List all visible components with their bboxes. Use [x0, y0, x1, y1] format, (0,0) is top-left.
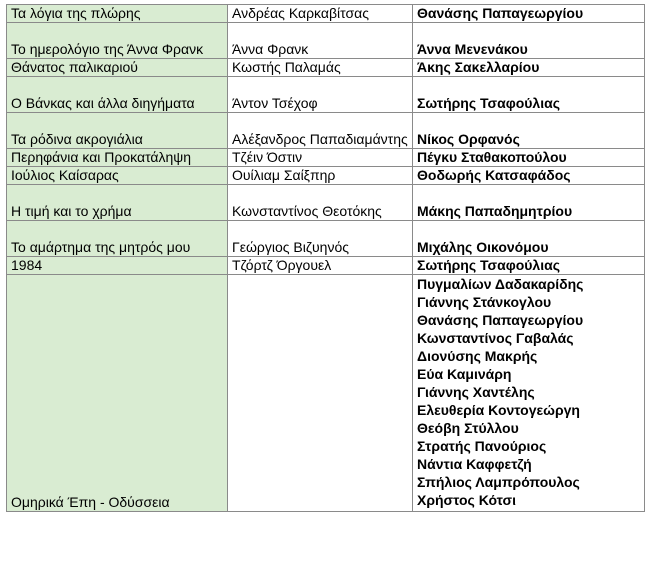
- book-author: Ανδρέας Καρκαβίτσας: [228, 5, 413, 23]
- book-title: Θάνατος παλικαριού: [7, 59, 228, 77]
- reviewer-name: Γιάννης Χαντέλης: [417, 384, 535, 400]
- book-title: Ιούλιος Καίσαρας: [7, 167, 228, 185]
- reviewer-name: Ελευθερία Κοντογεώργη: [417, 402, 580, 418]
- book-title: Το ημερολόγιο της Άννα Φρανκ: [7, 23, 228, 59]
- book-reviewer: Πέγκυ Σταθακοπούλου: [413, 149, 645, 167]
- book-reviewer: Σωτήρης Τσαφούλιας: [413, 257, 645, 275]
- reviewer-name: Θεόβη Στύλλου: [417, 420, 519, 436]
- book-reviewer: Άκης Σακελλαρίου: [413, 59, 645, 77]
- reviewer-name: Σπήλιος Λαμπρόπουλος: [417, 474, 580, 490]
- table-row: [7, 59, 645, 77]
- book-author: Άντον Τσέχοφ: [228, 77, 413, 113]
- book-title: Ο Βάνκας και άλλα διηγήματα: [7, 77, 228, 113]
- book-author: Τζέιν Όστιν: [228, 149, 413, 167]
- table-row: [7, 77, 645, 113]
- book-reviewer: Θοδωρής Κατσαφάδος: [413, 167, 645, 185]
- table-row: [7, 113, 645, 149]
- book-author: Ουίλιαμ Σαίξπηρ: [228, 167, 413, 185]
- book-reviewer: Μάκης Παπαδημητρίου: [413, 185, 645, 221]
- table-row: [7, 5, 645, 23]
- book-title: Τα ρόδινα ακρογιάλια: [7, 113, 228, 149]
- book-title: 1984: [7, 257, 228, 275]
- book-title: Περηφάνια και Προκατάληψη: [7, 149, 228, 167]
- book-title: Η τιμή και το χρήμα: [7, 185, 228, 221]
- reviewer-name: Κωνσταντίνος Γαβαλάς: [417, 330, 574, 346]
- table-row: [7, 221, 645, 257]
- reviewer-name: Στρατής Πανούριος: [417, 438, 547, 454]
- table-row: [7, 185, 645, 221]
- book-reviewer: Θανάσης Παπαγεωργίου: [413, 5, 645, 23]
- table-row-odyssey: [7, 275, 645, 512]
- book-reviewer: Μιχάλης Οικονόμου: [413, 221, 645, 257]
- book-author: Αλέξανδρος Παπαδιαμάντης: [228, 113, 413, 149]
- book-reviewer: Άννα Μενενάκου: [413, 23, 645, 59]
- book-reviewer: Νίκος Ορφανός: [413, 113, 645, 149]
- book-author: Γεώργιος Βιζυηνός: [228, 221, 413, 257]
- table-row: [7, 149, 645, 167]
- reviewer-name: Νάντια Καφφετζή: [417, 456, 532, 472]
- book-reviewer: Σωτήρης Τσαφούλιας: [413, 77, 645, 113]
- reviewer-name: Γιάννης Στάνκογλου: [417, 294, 552, 310]
- books-table: [6, 4, 645, 512]
- reviewer-name: Διονύσης Μακρής: [417, 348, 538, 364]
- table-row: [7, 23, 645, 59]
- table-row: [7, 257, 645, 275]
- table-row: [7, 167, 645, 185]
- book-author: Κωστής Παλαμάς: [228, 59, 413, 77]
- reviewer-name: Χρήστος Κότσι: [417, 492, 516, 508]
- reviewer-name: Θανάσης Παπαγεωργίου: [417, 312, 584, 328]
- book-author: [228, 275, 413, 512]
- reviewer-list: [413, 275, 645, 512]
- book-title: Ομηρικά Έπη - Οδύσσεια: [7, 275, 228, 512]
- book-author: Κωνσταντίνος Θεοτόκης: [228, 185, 413, 221]
- book-author: Τζόρτζ Όργουελ: [228, 257, 413, 275]
- reviewer-name: Πυγμαλίων Δαδακαρίδης: [417, 276, 584, 292]
- book-title: Τα λόγια της πλώρης: [7, 5, 228, 23]
- book-title: Το αμάρτημα της μητρός μου: [7, 221, 228, 257]
- reviewer-name: Εύα Καμινάρη: [417, 366, 512, 382]
- book-author: Άννα Φρανκ: [228, 23, 413, 59]
